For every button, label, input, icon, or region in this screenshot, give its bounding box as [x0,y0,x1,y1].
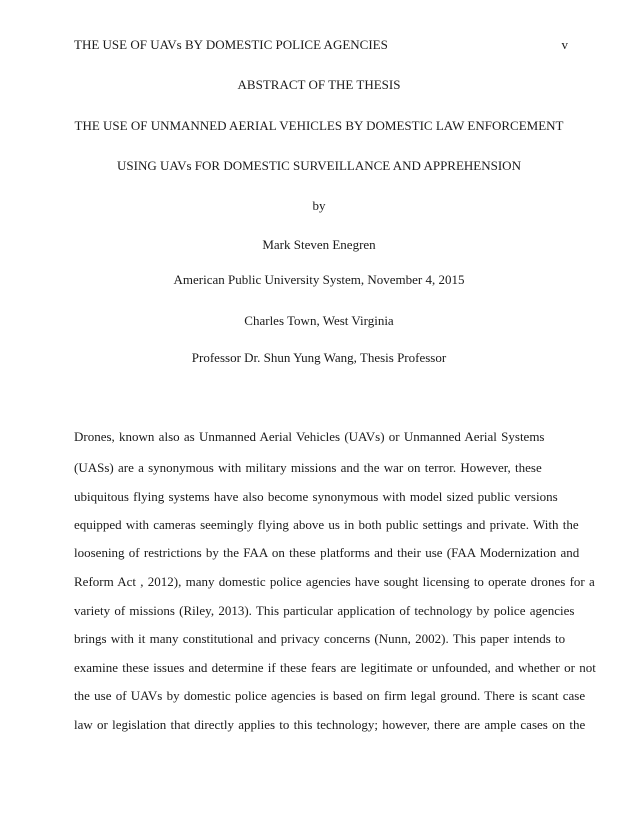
abstract-line: variety of missions (Riley, 2013). This particular application of technology by police agencies [74,603,575,618]
thesis-title: THE USE OF UNMANNED AERIAL VEHICLES BY DOMESTIC LAW ENFORCEMENT [74,118,564,133]
abstract-line: the use of UAVs by domestic police agencies is based on firm legal ground. There is scant case [74,688,586,703]
location: Charles Town, West Virginia [244,313,394,328]
institution-date: American Public University System, November 4, 2015 [173,272,465,287]
abstract-line: law or legislation that directly applies to this technology; however, there are ample cases on the [74,717,586,732]
abstract-line: loosening of restrictions by the FAA on these platforms and their use (FAA Modernization and [74,545,580,560]
abstract-line: brings with it many constitutional and privacy concerns (Nunn, 2002). This paper intends to [74,631,566,646]
abstract-line: Drones, known also as Unmanned Aerial Vehicles (UAVs) or Unmanned Aerial Systems [74,429,545,444]
abstract-line: examine these issues and determine if these fears are legitimate or unfounded, and whether or not [74,660,596,675]
page-number: v [561,37,568,52]
abstract-heading: ABSTRACT OF THE THESIS [237,77,401,92]
abstract-line: equipped with cameras seemingly flying above us in both public settings and private. With the [74,517,579,532]
author-name: Mark Steven Enegren [262,237,376,252]
abstract-line: Reform Act , 2012), many domestic police agencies have sought licensing to operate drones for a [74,574,595,589]
thesis-subtitle: USING UAVs FOR DOMESTIC SURVEILLANCE AND APPREHENSION [117,158,521,173]
advisor: Professor Dr. Shun Yung Wang, Thesis Professor [191,350,447,365]
by-line: by [312,198,326,213]
abstract-line: (UASs) are a synonymous with military missions and the war on terror. However, these [74,460,542,475]
running-head: THE USE OF UAVs BY DOMESTIC POLICE AGENCIES [74,37,388,52]
abstract-line: ubiquitous flying systems have also become synonymous with model sized public versions [74,489,558,504]
